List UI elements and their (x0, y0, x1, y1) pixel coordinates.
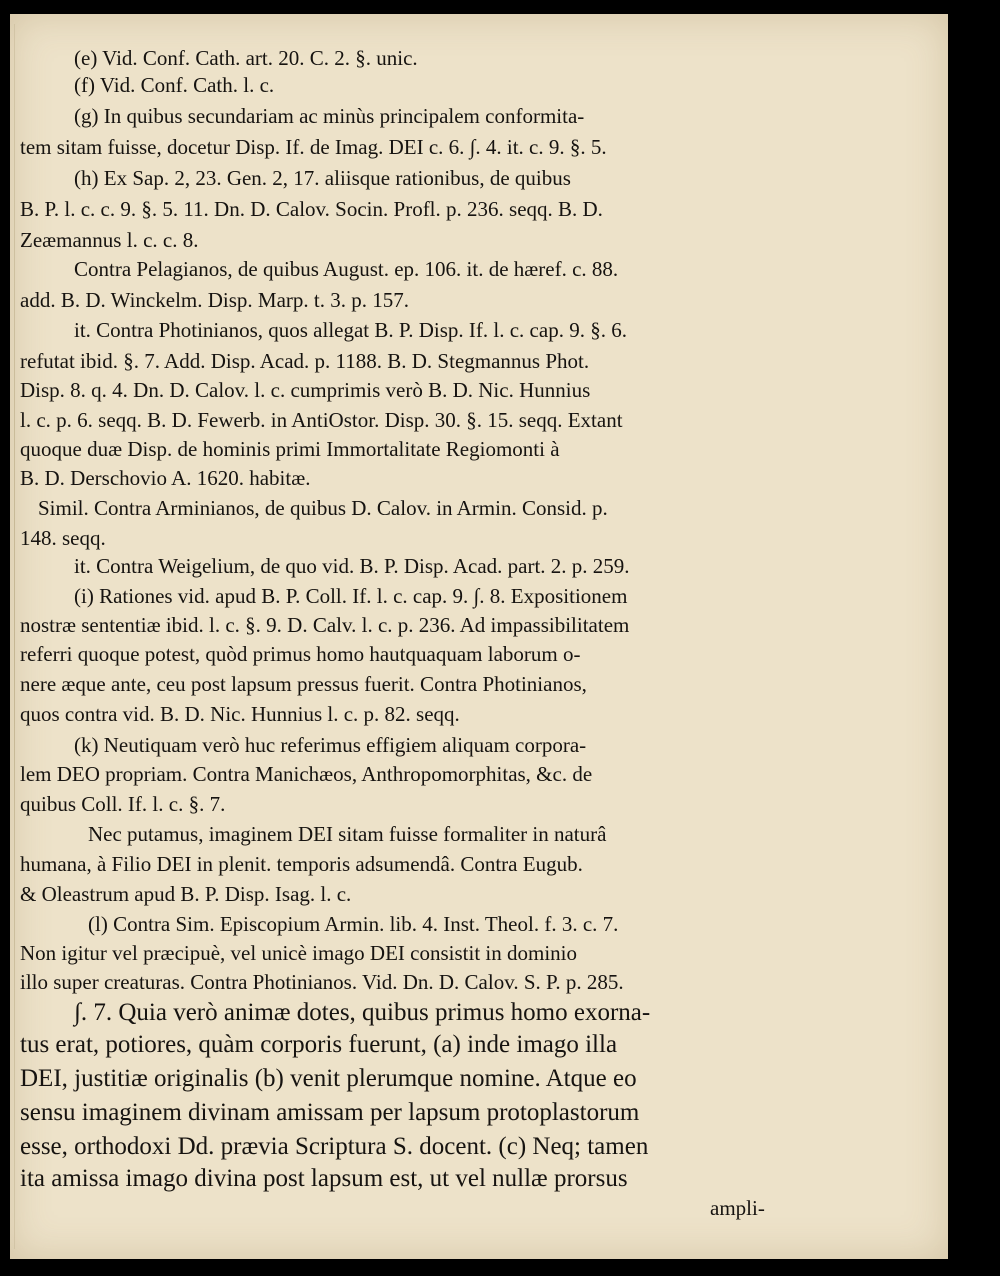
footnote-i: (i) Rationes vid. apud B. P. Coll. If. l. c. cap. 9. ∫. 8. Expositionem (74, 584, 628, 608)
footnote-g: (g) In quibus secundariam ac minùs principalem conformita- (74, 104, 585, 128)
footnote-line: it. Contra Weigelium, de quo vid. B. P. Disp. Acad. part. 2. p. 259. (74, 554, 630, 578)
body-line: ∫. 7. Quia verò animæ dotes, quibus primus homo exorna- (74, 999, 651, 1026)
footnote-line: quibus Coll. If. l. c. §. 7. (20, 792, 226, 816)
footnote-line: Disp. 8. q. 4. Dn. D. Calov. l. c. cumprimis verò B. D. Nic. Hunnius (20, 378, 591, 402)
body-line: ita amissa imago divina post lapsum est, ut vel nullæ prorsus (20, 1165, 628, 1192)
footnote-line: illo super creaturas. Contra Photinianos. Vid. Dn. D. Calov. S. P. p. 285. (20, 970, 624, 994)
footnote-line: tem sitam fuisse, docetur Disp. If. de Imag. DEI c. 6. ∫. 4. it. c. 9. §. 5. (20, 135, 607, 159)
footnote-line: quos contra vid. B. D. Nic. Hunnius l. c. p. 82. seqq. (20, 702, 460, 726)
footnote-line: Simil. Contra Arminianos, de quibus D. Calov. in Armin. Consid. p. (38, 496, 608, 520)
footnote-line: humana, à Filio DEI in plenit. temporis adsumendâ. Contra Eugub. (20, 852, 583, 876)
footnote-line: lem DEO propriam. Contra Manichæos, Anthropomorphitas, &c. de (20, 762, 593, 786)
body-line: sensu imaginem divinam amissam per lapsum protoplastorum (20, 1099, 640, 1126)
footnote-line: Zeæmannus l. c. c. 8. (20, 228, 199, 252)
gutter-shadow (14, 24, 15, 1249)
footnote-f: (f) Vid. Conf. Cath. l. c. (74, 73, 275, 97)
footnote-e: (e) Vid. Conf. Cath. art. 20. C. 2. §. unic. (74, 46, 418, 70)
footnote-line: quoque duæ Disp. de hominis primi Immortalitate Regiomonti à (20, 437, 560, 461)
footnote-h: (h) Ex Sap. 2, 23. Gen. 2, 17. aliisque rationibus, de quibus (74, 166, 571, 190)
footnote-line: it. Contra Photinianos, quos allegat B. P. Disp. If. l. c. cap. 9. §. 6. (74, 318, 627, 342)
footnote-line: Nec putamus, imaginem DEI sitam fuisse formaliter in naturâ (88, 822, 607, 846)
footnote-line: l. c. p. 6. seqq. B. D. Fewerb. in AntiOstor. Disp. 30. §. 15. seqq. Extant (20, 408, 623, 432)
footnote-line: Contra Pelagianos, de quibus August. ep. 106. it. de hæref. c. 88. (74, 257, 619, 281)
footnote-line: refutat ibid. §. 7. Add. Disp. Acad. p. 1188. B. D. Stegmannus Phot. (20, 349, 590, 373)
footnote-line: referri quoque potest, quòd primus homo hautquaquam laborum o- (20, 642, 581, 666)
footnote-line: Non igitur vel præcipuè, vel unicè imago DEI consistit in dominio (20, 941, 577, 965)
body-line: DEI, justitiæ originalis (b) venit plerumque nomine. Atque eo (20, 1065, 637, 1092)
footnote-line: nere æque ante, ceu post lapsum pressus fuerit. Contra Photinianos, (20, 672, 587, 696)
book-page (10, 14, 948, 1259)
footnote-line: & Oleastrum apud B. P. Disp. Isag. l. c. (20, 882, 352, 906)
body-line: esse, orthodoxi Dd. prævia Scriptura S. docent. (c) Neq; tamen (20, 1133, 649, 1160)
footnote-line: add. B. D. Winckelm. Disp. Marp. t. 3. p. 157. (20, 288, 409, 312)
footnote-line: B. P. l. c. c. 9. §. 5. 11. Dn. D. Calov. Socin. Profl. p. 236. seqq. B. D. (20, 197, 603, 221)
footnote-line: B. D. Derschovio A. 1620. habitæ. (20, 466, 311, 490)
footnote-l: (l) Contra Sim. Episcopium Armin. lib. 4. Inst. Theol. f. 3. c. 7. (88, 912, 619, 936)
footnote-line: 148. seqq. (20, 526, 106, 550)
catchword: ampli- (710, 1196, 765, 1220)
footnote-k: (k) Neutiquam verò huc referimus effigiem aliquam corpora- (74, 733, 587, 757)
body-line: tus erat, potiores, quàm corporis fuerunt, (a) inde imago illa (20, 1031, 618, 1058)
footnote-line: nostræ sententiæ ibid. l. c. §. 9. D. Calv. l. c. p. 236. Ad impassibilitatem (20, 613, 630, 637)
